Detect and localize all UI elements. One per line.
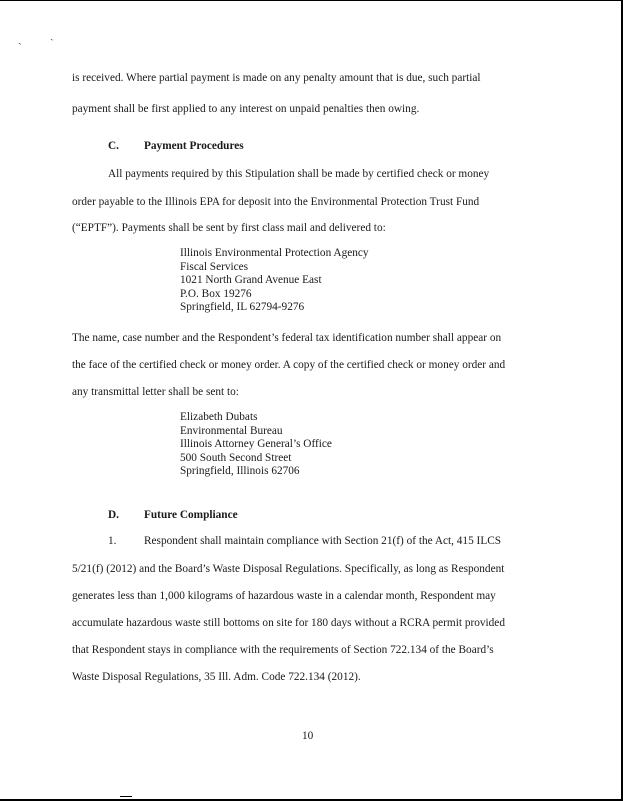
section-d-line-4: accumulate hazardous waste still bottoms on site for 180 days without a RCRA permit provided <box>72 617 505 629</box>
section-d-line-5: that Respondent stays in compliance with the requirements of Section 722.134 of the Board’s <box>72 644 494 656</box>
address-line: Springfield, Illinois 62706 <box>180 465 300 478</box>
scan-mark-left: ˏ <box>18 33 22 45</box>
scan-artifact <box>120 796 132 797</box>
section-c-second-para-line-2: the face of the certified check or money order. A copy of the certified check or money order and <box>72 359 506 371</box>
section-c-letter: C. <box>108 140 119 152</box>
section-c-second-para-line-1: The name, case number and the Respondent’s federal tax identification number shall appear on <box>72 332 502 344</box>
address-line: P.O. Box 19276 <box>180 287 252 300</box>
item-number: 1. <box>108 535 117 547</box>
intro-line-1: is received. Where partial payment is made on any penalty amount that is due, such partial <box>72 72 481 84</box>
section-d-line-2: 5/21(f) (2012) and the Board’s Waste Disposal Regulations. Specifically, as long as Respondent <box>72 563 505 575</box>
section-d-line-3: generates less than 1,000 kilograms of hazardous waste in a calendar month, Respondent may <box>72 590 496 602</box>
section-c-second-para-line-3: any transmittal letter shall be sent to: <box>72 386 239 398</box>
ag-address-block <box>180 411 332 479</box>
iepa-address-block <box>180 247 369 315</box>
address-line: 500 South Second Street <box>180 451 292 464</box>
section-c-para-line-3: (“EPTF”). Payments shall be sent by first class mail and delivered to: <box>72 222 386 234</box>
address-line: Elizabeth Dubats <box>180 411 258 423</box>
address-line: Springfield, IL 62794-9276 <box>180 301 305 314</box>
page-number: 10 <box>302 730 314 742</box>
section-d-letter: D. <box>108 509 119 521</box>
section-c-title: Payment Procedures <box>144 140 244 152</box>
address-line: Fiscal Services <box>180 260 249 273</box>
address-line: 1021 North Grand Avenue East <box>180 274 322 287</box>
section-d-line-1: Respondent shall maintain compliance with Section 21(f) of the Act, 415 ILCS <box>144 535 502 547</box>
section-c-para-line-1: All payments required by this Stipulation shall be made by certified check or money <box>108 168 490 180</box>
section-d-title: Future Compliance <box>144 509 238 521</box>
section-d-line-6: Waste Disposal Regulations, 35 Ill. Adm. Code 722.134 (2012). <box>72 671 361 683</box>
address-line: Illinois Attorney General’s Office <box>180 438 332 451</box>
address-line: Illinois Environmental Protection Agency <box>180 247 369 259</box>
scan-mark-right: ˎ <box>50 29 54 41</box>
address-line: Environmental Bureau <box>180 424 283 437</box>
section-c-para-line-2: order payable to the Illinois EPA for deposit into the Environmental Protection Trust Fund <box>72 196 480 208</box>
intro-line-2: payment shall be first applied to any interest on unpaid penalties then owing. <box>72 103 420 115</box>
